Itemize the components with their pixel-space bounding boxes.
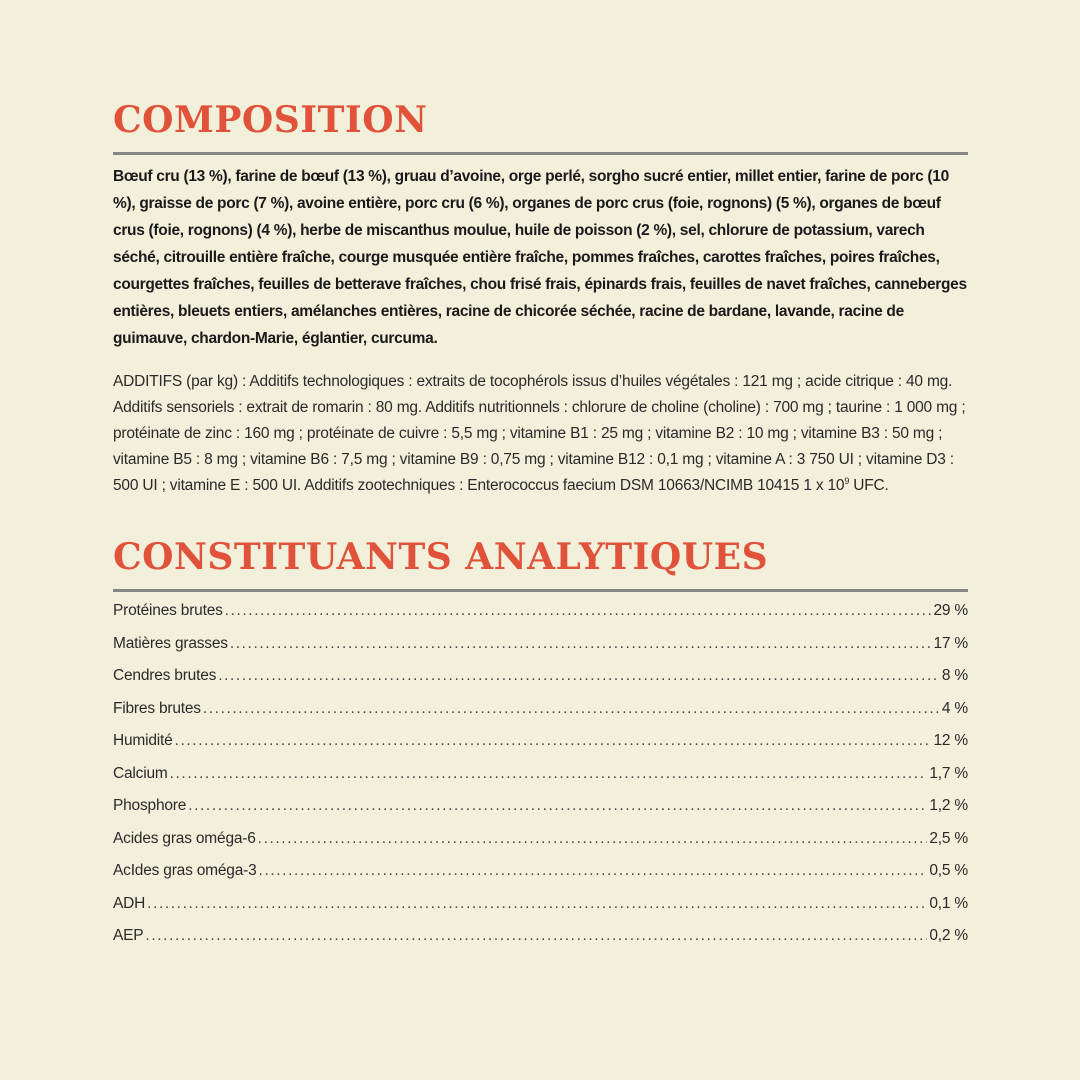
dot-leader <box>145 927 927 945</box>
row-label: Cendres brutes <box>113 667 217 684</box>
analytics-row-fibres <box>113 700 968 733</box>
dot-leader <box>258 830 928 848</box>
row-value: 4 % <box>941 699 968 717</box>
analytics-row-adh <box>113 895 968 928</box>
dot-leader <box>218 667 940 685</box>
dot-leader <box>147 895 927 913</box>
additives-end-text: UFC. <box>849 477 889 494</box>
analytics-row-humidite <box>113 732 968 765</box>
row-value: 8 % <box>941 667 968 684</box>
analytics-row-cendres <box>113 667 968 700</box>
row-label: ADH <box>113 894 146 912</box>
additives-text <box>113 369 968 499</box>
additives-exponent: 9 <box>844 475 850 486</box>
dot-leader <box>203 700 940 718</box>
row-label: Calcium <box>113 764 168 782</box>
analytics-row-omega-3 <box>113 862 968 895</box>
row-value: 0,1 % <box>929 894 968 912</box>
row-value: 1,2 % <box>929 797 968 814</box>
analytics-row-matieres-grasses <box>113 635 968 668</box>
row-label: Acides gras oméga-6 <box>113 829 256 847</box>
dot-leader <box>175 732 932 750</box>
composition-divider <box>113 152 968 155</box>
row-value: 1,7 % <box>929 764 968 782</box>
dot-leader <box>230 635 932 653</box>
label-panel <box>113 96 968 960</box>
row-value: 12 % <box>933 732 968 749</box>
additives-main-text: ADDITIFS (par kg) : Additifs technologiques : extraits de tocophérols issus d’huiles végétales : 121 mg ; acide citrique : 40 mg. Additifs sensoriels : extrait de romarin : 80 mg. Additifs nutritionnels : chlorure de choline (choline) : 700 mg ; taurine : 1 000 mg ; protéinate de zinc : 160 mg ; protéinate de cuivre : 5,5 mg ; vitamine B1 : 25 mg ; vitamine B2 : 10 mg ; vitamine B3 : 50 mg ; vitamine B5 : 8 mg ; vitamine B6 : 7,5 mg ; vitamine B9 : 0,75 mg ; vitamine B12 : 0,1 mg ; vitamine A : 3 750 UI ; vitamine D3 : 500 UI ; vitamine E : 500 UI. Additifs zootechniques : Enterococcus faecium DSM 10663/NCIMB 10415 1 x 10 <box>113 373 966 494</box>
row-value: 2,5 % <box>929 829 968 847</box>
row-label: AEP <box>113 927 144 944</box>
dot-leader <box>188 797 927 815</box>
dot-leader <box>170 765 928 783</box>
dot-leader <box>225 602 932 620</box>
row-label: Fibres brutes <box>113 699 201 717</box>
row-value: 0,5 % <box>929 862 968 879</box>
row-value: 0,2 % <box>929 927 968 944</box>
analytics-row-calcium <box>113 765 968 798</box>
row-label: Humidité <box>113 732 173 749</box>
row-label: Protéines brutes <box>113 602 223 619</box>
ingredients-text: Bœuf cru (13 %), farine de bœuf (13 %), gruau d’avoine, orge perlé, sorgho sucré entier, millet entier, farine de porc (10 %), graisse de porc (7 %), avoine entière, porc cru (6 %), organes de porc crus (foie, rognons) (5 %), organes de bœuf crus (foie, rognons) (4 %), herbe de miscanthus moulue, huile de poisson (2 %), sel, chlorure de potassium, varech séché, citrouille entière fraîche, courge musquée entière fraîche, pommes fraîches, carottes fraîches, poires fraîches, courgettes fraîches, feuilles de betterave fraîches, chou frisé frais, épinards frais, feuilles de navet fraîches, canneberges entières, bleuets entiers, amélanches entières, racine de chicorée séchée, racine de bardane, lavande, racine de guimauve, chardon-Marie, églantier, curcuma. <box>113 168 967 347</box>
row-label: Matières grasses <box>113 634 228 652</box>
row-label: Phosphore <box>113 797 187 814</box>
analytics-table <box>113 602 968 960</box>
composition-title: COMPOSITION <box>113 99 428 141</box>
analytics-row-omega-6 <box>113 830 968 863</box>
analytics-divider <box>113 589 968 592</box>
row-label: AcIdes gras oméga-3 <box>113 862 257 879</box>
analytics-row-phosphore <box>113 797 968 830</box>
row-value: 17 % <box>933 634 968 652</box>
analytics-title: CONSTITUANTS ANALYTIQUES <box>113 536 769 578</box>
row-value: 29 % <box>933 602 968 619</box>
analytics-row-proteines <box>113 602 968 635</box>
dot-leader <box>259 862 928 880</box>
analytics-row-aep <box>113 927 968 960</box>
